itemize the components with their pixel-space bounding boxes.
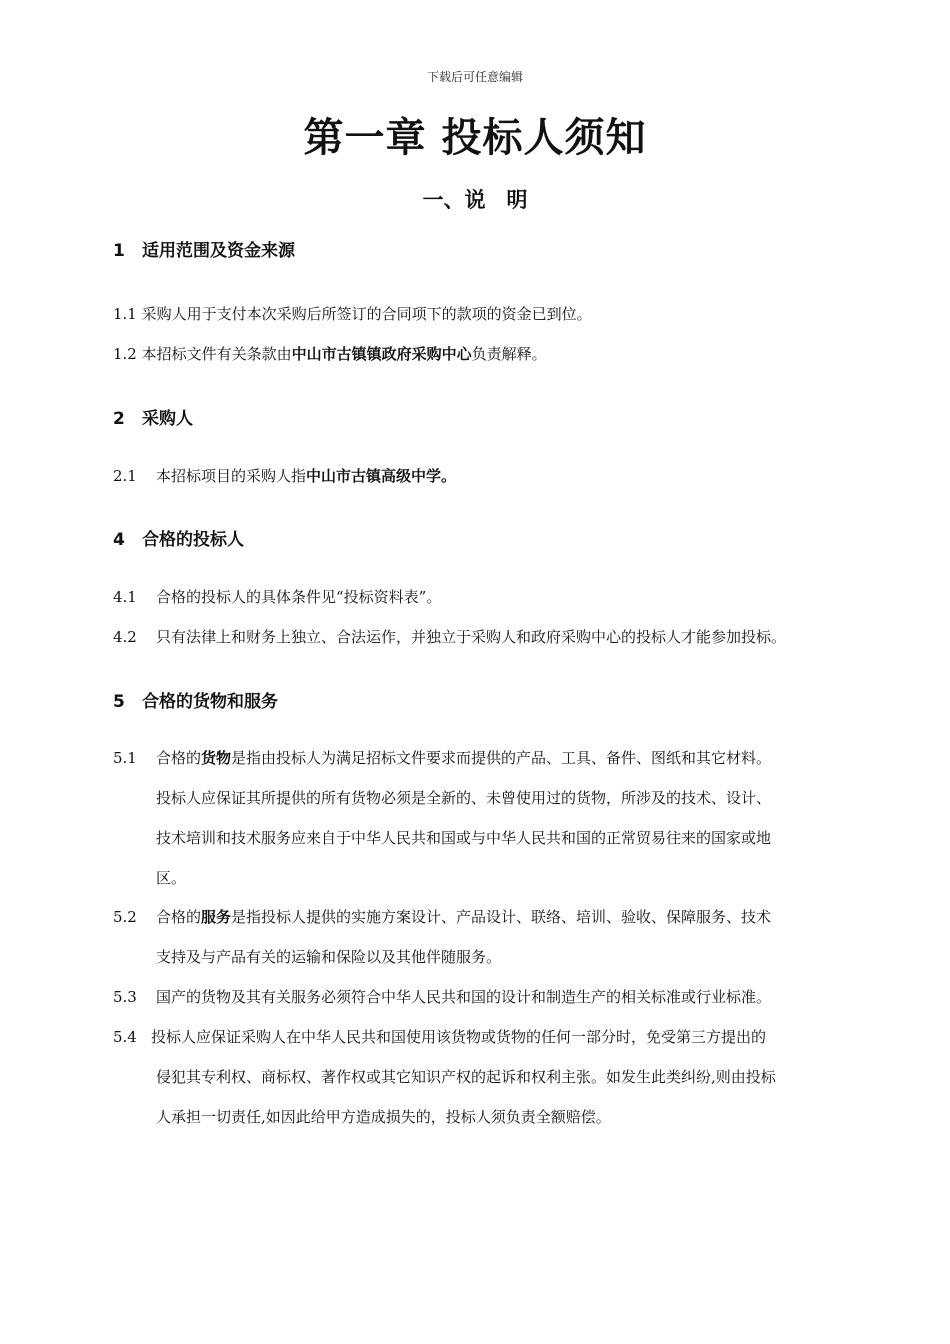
paragraph-2-1 [113, 456, 873, 496]
paragraph-line: 支持及与产品有关的运输和保险以及其他伴随服务。 [156, 948, 502, 966]
heading-number: 1 [113, 241, 125, 261]
paragraph-4-1 [113, 577, 873, 617]
paragraph-text: 本招标文件有关条款由 [141, 345, 292, 363]
paragraph-number: 1.1 [113, 305, 137, 323]
paragraph-text-end: 负责解释。 [471, 345, 547, 363]
bold-organization: 中山市古镇高级中学。 [306, 467, 457, 485]
chapter-title: 第一章 投标人须知 [303, 115, 647, 161]
paragraph-number: 4.2 [113, 628, 137, 646]
paragraph-text: 国产的货物及其有关服务必须符合中华人民共和国的设计和制造生产的相关标准或行业标准。 [156, 988, 772, 1006]
heading-5 [113, 687, 278, 712]
bold-term: 货物 [201, 749, 232, 767]
paragraph-number: 2.1 [113, 467, 137, 485]
paragraph-1-1 [113, 294, 873, 334]
paragraph-text: 只有法律上和财务上独立、合法运作，并独立于采购人和政府采购中心的投标人才能参加投标。 [156, 628, 787, 646]
paragraph-5-3 [113, 977, 873, 1017]
bold-organization: 中山市古镇镇政府采购中心 [291, 345, 472, 363]
heading-number: 4 [113, 530, 125, 550]
paragraph-line: 侵犯其专利权、商标权、著作权或其它知识产权的起诉和权利主张。如发生此类纠纷,则由投标 [156, 1068, 776, 1086]
heading-4 [113, 525, 244, 550]
header-note: 下载后可任意编辑 [426, 70, 523, 84]
paragraph-text: 合格的 [156, 749, 202, 767]
paragraph-number: 4.1 [113, 588, 137, 606]
section-title: 一、说 明 [422, 188, 528, 212]
heading-text: 合格的货物和服务 [142, 692, 278, 712]
heading-1 [113, 236, 295, 261]
paragraph-text: 投标人应保证采购人在中华人民共和国使用该货物或货物的任何一部分时，免受第三方提出的 [151, 1028, 767, 1046]
paragraph-text: 采购人用于支付本次采购后所签订的合同项下的款项的资金已到位。 [141, 305, 592, 323]
paragraph-line: 人承担一切责任,如因此给甲方造成损失的，投标人须负责全额赔偿。 [156, 1108, 611, 1126]
paragraph-line: 投标人应保证其所提供的所有货物必须是全新的、未曾使用过的货物，所涉及的技术、设计、 [156, 789, 772, 807]
paragraph-text: 合格的 [156, 908, 202, 926]
paragraph-5-4 [113, 1017, 873, 1137]
paragraph-number: 5.2 [113, 908, 137, 926]
heading-text: 采购人 [142, 409, 193, 429]
heading-2 [113, 404, 193, 429]
paragraph-1-2 [113, 334, 873, 374]
paragraph-text-end: 是指由投标人为满足招标文件要求而提供的产品、工具、备件、图纸和其它材料。 [231, 749, 772, 767]
paragraph-number: 1.2 [113, 345, 137, 363]
heading-text: 适用范围及资金来源 [142, 241, 295, 261]
paragraph-number: 5.3 [113, 988, 137, 1006]
paragraph-line: 技术培训和技术服务应来自于中华人民共和国或与中华人民共和国的正常贸易往来的国家或地 [156, 829, 772, 847]
paragraph-text: 合格的投标人的具体条件见“投标资料表”。 [156, 588, 442, 606]
paragraph-number: 5.1 [113, 749, 137, 767]
heading-text: 合格的投标人 [142, 530, 244, 550]
paragraph-text-end: 是指投标人提供的实施方案设计、产品设计、联络、培训、验收、保障服务、技术 [231, 908, 772, 926]
paragraph-5-2 [113, 897, 873, 977]
paragraph-5-1 [113, 738, 873, 898]
heading-number: 2 [113, 409, 125, 429]
paragraph-line: 区。 [156, 869, 187, 887]
bold-term: 服务 [201, 908, 232, 926]
paragraph-number: 5.4 [113, 1028, 137, 1046]
heading-number: 5 [113, 692, 125, 712]
paragraph-4-2 [113, 617, 873, 657]
paragraph-text: 本招标项目的采购人指 [156, 467, 307, 485]
